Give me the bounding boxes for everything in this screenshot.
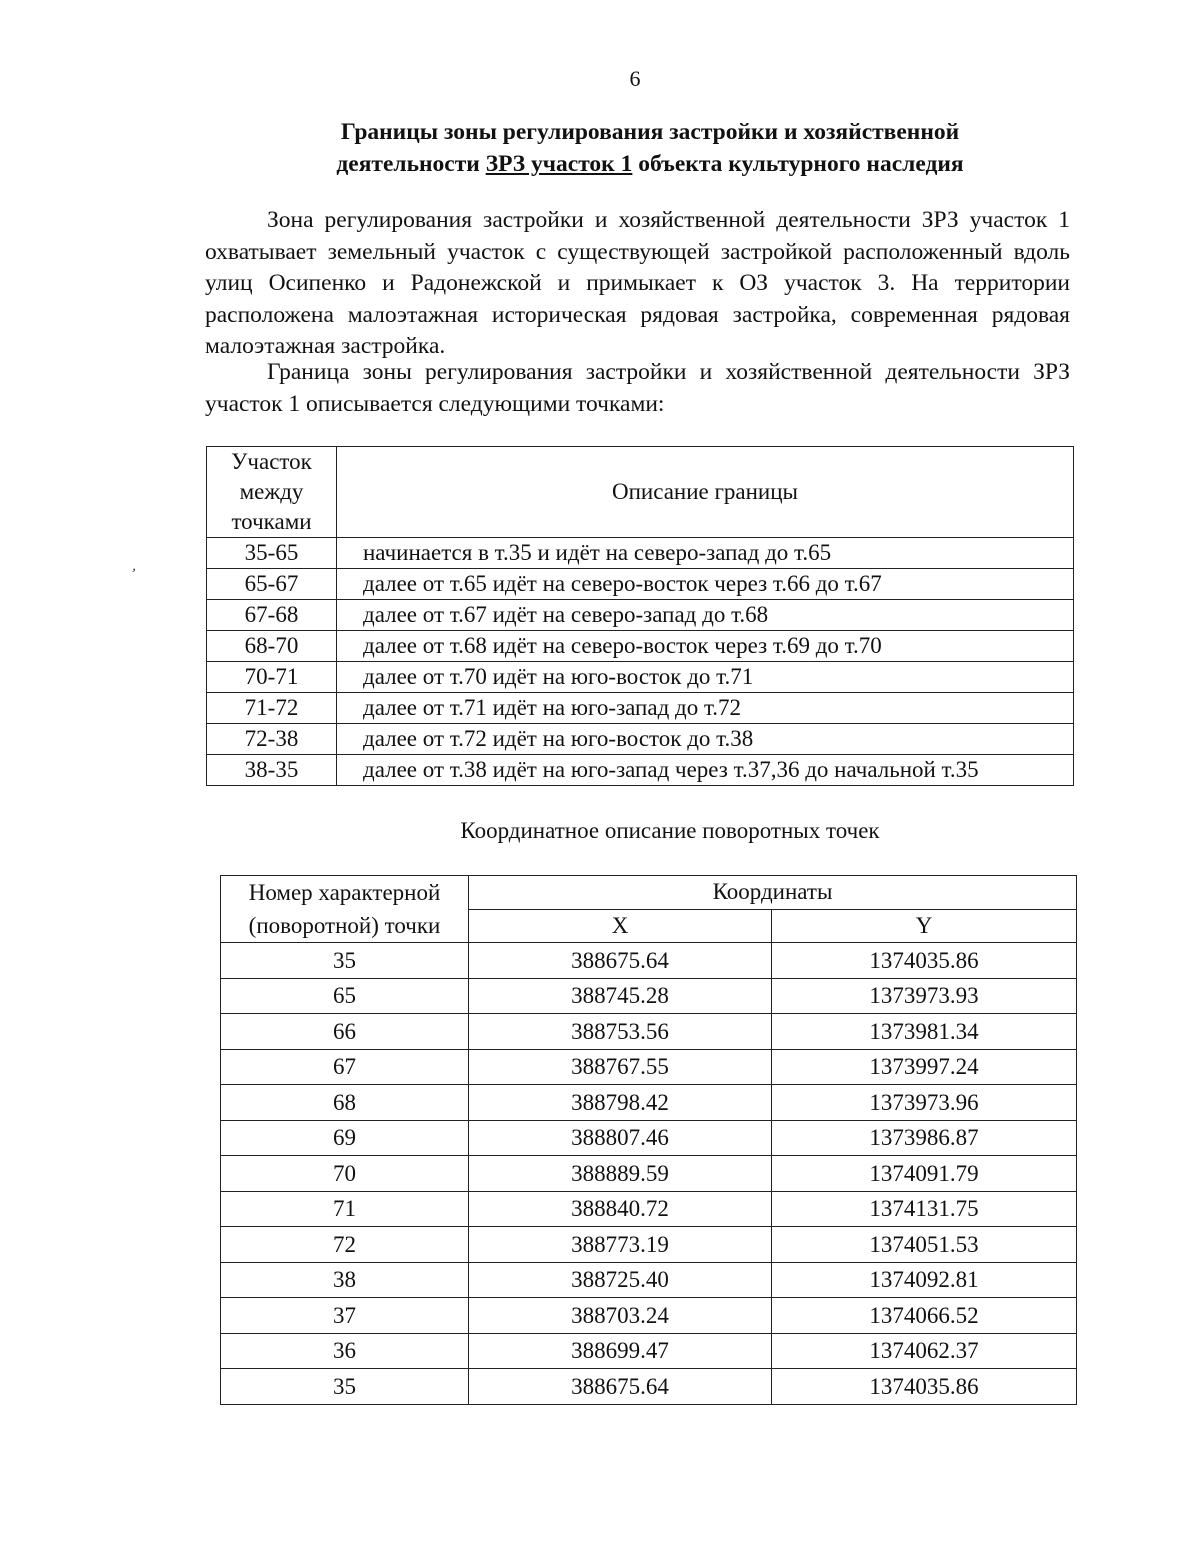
title-line-2 (250, 148, 1050, 180)
point-cell: 69 (221, 1120, 469, 1156)
y-cell: 1374035.86 (772, 943, 1077, 979)
description-cell: далее от т.71 идёт на юго-запад до т.72 (337, 693, 1074, 724)
segment-cell: 70-71 (207, 662, 337, 693)
point-cell: 68 (221, 1085, 469, 1121)
x-cell: 388699.47 (469, 1333, 772, 1369)
table-row (221, 1085, 1077, 1121)
title-line-1: Границы зоны регулирования застройки и хозяйственной (340, 119, 960, 145)
x-cell: 388725.40 (469, 1262, 772, 1298)
table-row (221, 1227, 1077, 1263)
header-point-line: Номер характерной (248, 880, 441, 905)
y-cell: 1374092.81 (772, 1262, 1077, 1298)
point-cell: 35 (221, 1369, 469, 1405)
table-row (221, 1262, 1077, 1298)
document-title (250, 116, 1050, 180)
y-cell: 1374091.79 (772, 1156, 1077, 1192)
header-segment-line: точками (231, 509, 312, 534)
y-cell: 1374035.86 (772, 1369, 1077, 1405)
x-cell: 388753.56 (469, 1014, 772, 1050)
y-cell: 1374062.37 (772, 1333, 1077, 1369)
point-cell: 37 (221, 1298, 469, 1334)
x-cell: 388807.46 (469, 1120, 772, 1156)
segment-cell: 67-68 (207, 600, 337, 631)
y-cell: 1373997.24 (772, 1049, 1077, 1085)
header-x: X (469, 909, 772, 943)
scan-mark: ʼ (128, 565, 138, 584)
description-cell: далее от т.65 идёт на северо-восток через т.66 до т.67 (337, 569, 1074, 600)
table-row (207, 662, 1074, 693)
x-cell: 388675.64 (469, 1369, 772, 1405)
y-cell: 1373981.34 (772, 1014, 1077, 1050)
point-cell: 66 (221, 1014, 469, 1050)
table-row (207, 600, 1074, 631)
x-cell: 388773.19 (469, 1227, 772, 1263)
table-row (221, 1156, 1077, 1192)
description-cell: далее от т.67 идёт на северо-запад до т.68 (337, 600, 1074, 631)
boundary-table (206, 446, 1074, 786)
y-cell: 1374066.52 (772, 1298, 1077, 1334)
point-cell: 67 (221, 1049, 469, 1085)
point-cell: 70 (221, 1156, 469, 1192)
point-cell: 38 (221, 1262, 469, 1298)
title-zone-name: ЗРЗ участок 1 (485, 151, 633, 177)
description-cell: далее от т.70 идёт на юго-восток до т.71 (337, 662, 1074, 693)
x-cell: 388840.72 (469, 1191, 772, 1227)
point-cell: 71 (221, 1191, 469, 1227)
point-cell: 65 (221, 978, 469, 1014)
y-cell: 1374131.75 (772, 1191, 1077, 1227)
x-cell: 388745.28 (469, 978, 772, 1014)
table-row (221, 1014, 1077, 1050)
table-row (221, 1049, 1077, 1085)
x-cell: 388767.55 (469, 1049, 772, 1085)
table-row (221, 978, 1077, 1014)
header-coordinates: Координаты (469, 876, 1077, 910)
page-number: 6 (629, 66, 641, 91)
zone-description-paragraph: Зона регулирования застройки и хозяйственной деятельности ЗРЗ участок 1 охватывает земельный участок с существующей застройкой расположенный вдоль улиц Осипенко и Радонежской и примыкает к ОЗ участок 3. На территории расположена малоэтажная историческая рядовая застройка, современная рядовая малоэтажная застройка. (205, 207, 1070, 359)
x-cell: 388798.42 (469, 1085, 772, 1121)
table-row (221, 1333, 1077, 1369)
coords-header-row (221, 876, 1077, 910)
y-cell: 1373973.93 (772, 978, 1077, 1014)
description-cell: далее от т.68 идёт на северо-восток через т.69 до т.70 (337, 631, 1074, 662)
segment-cell: 38-35 (207, 755, 337, 786)
header-segment-line: между (239, 479, 304, 504)
segment-cell: 35-65 (207, 538, 337, 569)
table-row (207, 693, 1074, 724)
segment-cell: 72-38 (207, 724, 337, 755)
table-row (207, 631, 1074, 662)
y-cell: 1373973.96 (772, 1085, 1077, 1121)
boundary-intro-paragraph: Граница зоны регулирования застройки и хозяйственной деятельности ЗРЗ участок 1 описывается следующими точками: (205, 359, 1070, 417)
segment-cell: 65-67 (207, 569, 337, 600)
header-segment-line: Участок (231, 449, 312, 474)
x-cell: 388703.24 (469, 1298, 772, 1334)
header-description: Описание границы (337, 447, 1074, 538)
y-cell: 1374051.53 (772, 1227, 1077, 1263)
table-row (207, 724, 1074, 755)
y-cell: 1373986.87 (772, 1120, 1077, 1156)
point-cell: 72 (221, 1227, 469, 1263)
table-row (207, 755, 1074, 786)
table-row (221, 943, 1077, 979)
table-row (221, 1120, 1077, 1156)
segment-cell: 71-72 (207, 693, 337, 724)
x-cell: 388675.64 (469, 943, 772, 979)
description-cell: начинается в т.35 и идёт на северо-запад до т.65 (337, 538, 1074, 569)
table-row (221, 1298, 1077, 1334)
header-point-number (221, 876, 469, 943)
table-row (207, 569, 1074, 600)
title-line-2-start: деятельности (336, 151, 486, 177)
table-row (221, 1369, 1077, 1405)
boundary-table-header (207, 447, 1074, 538)
x-cell: 388889.59 (469, 1156, 772, 1192)
description-cell: далее от т.72 идёт на юго-восток до т.38 (337, 724, 1074, 755)
point-cell: 36 (221, 1333, 469, 1369)
header-y: Y (772, 909, 1077, 943)
point-cell: 35 (221, 943, 469, 979)
table-row (221, 1191, 1077, 1227)
coordinates-table (220, 875, 1077, 1405)
table-row (207, 538, 1074, 569)
description-cell: далее от т.38 идёт на юго-запад через т.37,36 до начальной т.35 (337, 755, 1074, 786)
header-point-line: (поворотной) точки (248, 913, 441, 938)
title-line-2-end: объекта культурного наследия (632, 151, 964, 177)
coords-caption: Координатное описание поворотных точек (460, 818, 880, 843)
header-segment (207, 447, 337, 538)
segment-cell: 68-70 (207, 631, 337, 662)
